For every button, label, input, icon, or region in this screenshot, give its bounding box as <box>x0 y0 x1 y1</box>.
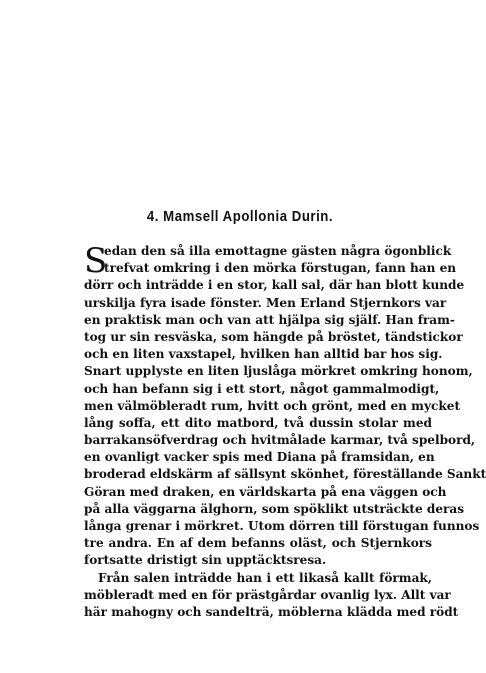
text-line: en praktisk man och van att hjälpa sig själf. Han fram- <box>84 312 455 327</box>
paragraph-2 <box>84 570 459 622</box>
text-line: barrakansöfverdrag och hvitmålade karmar, två spelbord, <box>84 433 476 448</box>
text-line: och en liten vaxstapel, hvilken han alltid bar hos sig. <box>84 347 443 362</box>
text-line: tog ur sin resväska, som hängde på bröstet, tändstickor <box>84 329 463 344</box>
text-line: Snart upplyste en liten ljuslåga mörkret omkring honom, <box>84 364 473 379</box>
text-line: fortsatte dristigt sin upptäcktsresa. <box>84 553 327 568</box>
text-line: en ovanligt vacker spis med Diana på framsidan, en <box>84 450 435 465</box>
text-line: lång soffa, ett dito matbord, två dussin stolar med <box>84 415 432 430</box>
text-line: urskilja fyra isade fönster. Men Erland Stjernkors var <box>84 295 447 310</box>
text-line: broderad eldskärm af sällsynt skönhet, föreställande Sankt <box>84 467 486 482</box>
text-line: här mahogny och sandelträ, möblerna klädda med rödt <box>84 604 459 619</box>
text-line: men välmöbleradt rum, hvitt och grönt, med en mycket <box>84 398 461 413</box>
text-line: edan den så illa emottagne gästen några ögonblick <box>104 244 452 258</box>
text-line: tre andra. En af dem befanns oläst, och Stjernkors <box>84 536 432 551</box>
text-line: på alla väggarna älghorn, som spöklikt utsträckte deras <box>84 501 465 516</box>
body-text <box>84 241 486 621</box>
chapter-title: 4. Mamsell Apollonia Durin. <box>146 208 334 225</box>
text-line: långa grenar i mörkret. Utom dörren till förstugan funnos <box>84 519 480 533</box>
text-line: och han befann sig i ett stort, något gammalmodigt, <box>84 381 440 396</box>
drop-cap: S <box>84 241 108 281</box>
text-line: möbleradt med en för prästgårdar ovanlig lyx. Allt var <box>84 587 451 602</box>
text-line: Göran med draken, en världskarta på ena väggen och <box>84 484 447 499</box>
text-line: Från salen inträdde han i ett likaså kallt förmak, <box>98 570 432 585</box>
paragraph-1 <box>84 241 486 570</box>
text-line: trefvat omkring i den mörka förstugan, fann han en <box>104 261 457 276</box>
text-line: dörr och inträdde i en stor, kall sal, där han blott kunde <box>84 278 465 293</box>
